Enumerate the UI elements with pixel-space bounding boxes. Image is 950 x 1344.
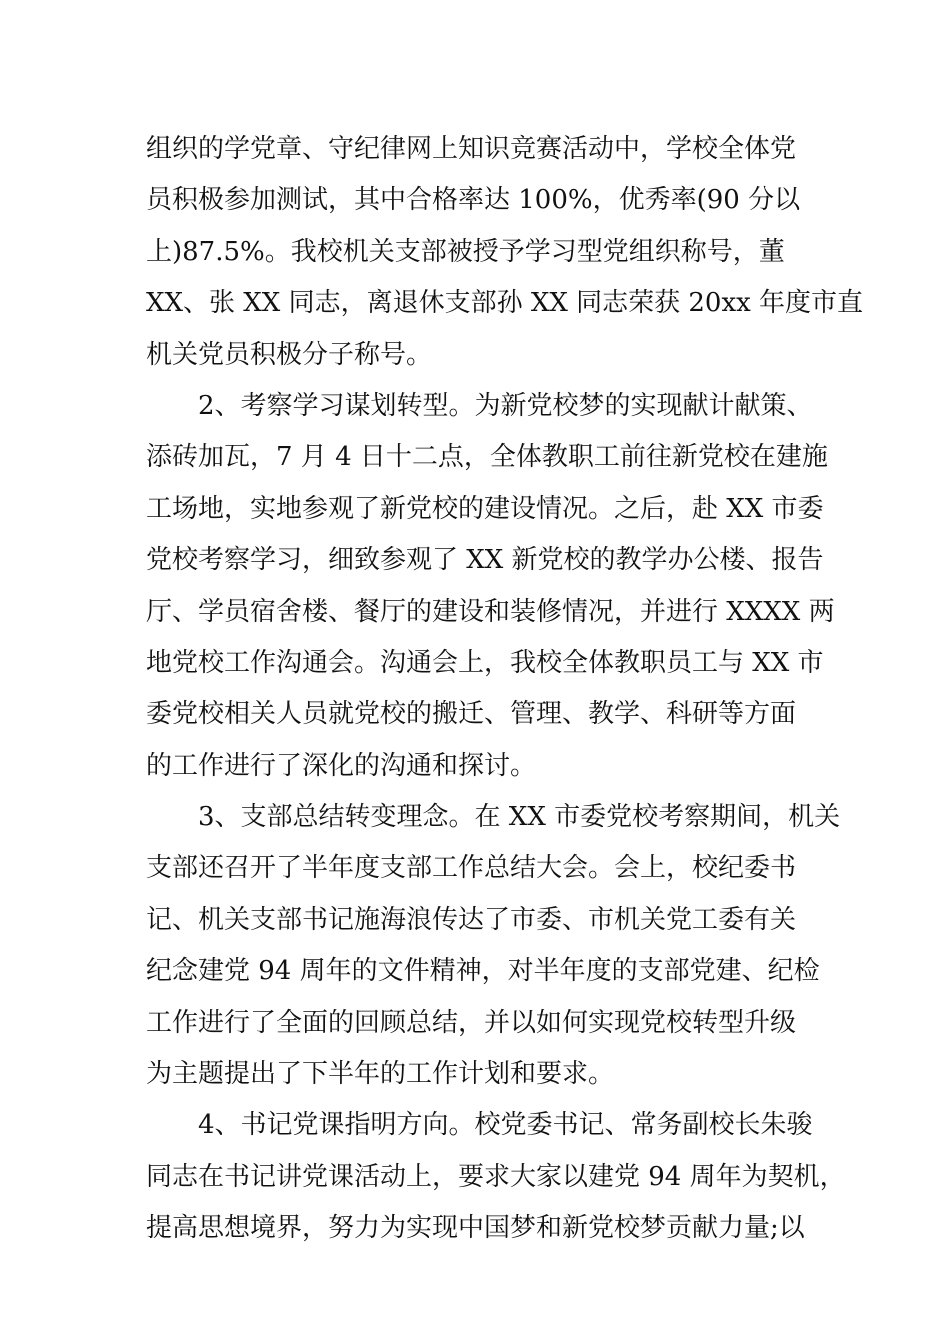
document-body — [146, 124, 864, 1255]
paragraph-4-line-2: 同志在书记讲党课活动上，要求大家以建党 94 周年为契机， — [146, 1161, 846, 1192]
paragraph-1-line-2: 员积极参加测试，其中合格率达 100%，优秀率(90 分以 — [146, 185, 801, 216]
paragraph-3-line-1: 3、支部总结转变理念。在 XX 市委党校考察期间，机关 — [198, 802, 841, 833]
paragraph-3-line-2: 支部还召开了半年度支部工作总结大会。会上，校纪委书 — [146, 853, 797, 884]
paragraph-3-line-5: 工作进行了全面的回顾总结，并以如何实现党校转型升级 — [146, 1007, 797, 1038]
paragraph-1-line-1: 组织的学党章、守纪律网上知识竞赛活动中，学校全体党 — [146, 134, 797, 164]
paragraph-3-line-6: 为主题提出了下半年的工作计划和要求。 — [146, 1059, 615, 1090]
paragraph-3-line-3: 记、机关支部书记施海浪传达了市委、市机关党工委有关 — [146, 904, 797, 935]
paragraph-2-line-7: 委党校相关人员就党校的搬迁、管理、教学、科研等方面 — [146, 699, 797, 730]
paragraph-1-line-5: 机关党员积极分子称号。 — [146, 339, 433, 370]
paragraph-2-line-3: 工场地，实地参观了新党校的建设情况。之后，赴 XX 市委 — [146, 493, 824, 524]
paragraph-2-line-2: 添砖加瓦，7 月 4 日十二点，全体教职工前往新党校在建施 — [146, 442, 828, 473]
paragraph-3-line-4: 纪念建党 94 周年的文件精神，对半年度的支部党建、纪检 — [146, 956, 820, 987]
paragraph-1-line-4: XX、张 XX 同志，离退休支部孙 XX 同志荣获 20xx 年度市直 — [146, 288, 864, 319]
paragraph-2-line-1: 2、考察学习谋划转型。为新党校梦的实现献计献策、 — [198, 390, 813, 421]
paragraph-4-line-1: 4、书记党课指明方向。校党委书记、常务副校长朱骏 — [198, 1110, 813, 1141]
paragraph-1-line-3: 上)87.5%。我校机关支部被授予学习型党组织称号，董 — [146, 236, 785, 267]
paragraph-2-line-8: 的工作进行了深化的沟通和探讨。 — [146, 750, 537, 781]
paragraph-2-line-5: 厅、学员宿舍楼、餐厅的建设和装修情况，并进行 XXXX 两 — [146, 596, 835, 627]
paragraph-2-line-4: 党校考察学习，细致参观了 XX 新党校的教学办公楼、报告 — [146, 545, 824, 576]
paragraph-4-line-3: 提高思想境界，努力为实现中国梦和新党校梦贡献力量;以 — [146, 1213, 805, 1244]
paragraph-2-line-6: 地党校工作沟通会。沟通会上，我校全体教职员工与 XX 市 — [146, 647, 824, 678]
